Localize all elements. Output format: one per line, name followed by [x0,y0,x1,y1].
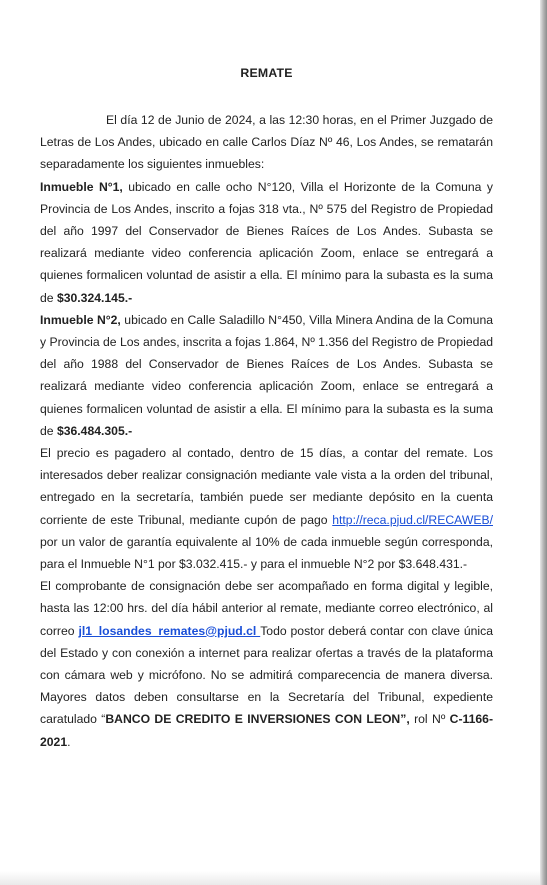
consignacion-paragraph [40,575,493,753]
consignacion-text-b: Todo postor deberá contar con clave única del Estado y con conexión a internet para realizar ofertas a través de la plataforma con cámara web y micrófono. No se admitirá comparecencia de manera diversa. Mayores datos deben consultarse en la Secretaría del Tribunal, expediente caratulado “ [40,623,493,727]
reca-link[interactable]: http://reca.pjud.cl/RECAWEB/ [332,512,493,527]
rol-number: C-1166-2021 [40,712,494,749]
email-link[interactable]: jl1_losandes_remates@pjud.cl [78,623,261,638]
inmueble-2-paragraph [40,309,493,442]
document-body [40,109,493,753]
inmueble-2-label: Inmueble N°2, [40,312,121,327]
inmueble-2-text: ubicado en Calle Saladillo N°450, Villa Minera Andina de la Comuna y Provincia de Los andes, inscrita a fojas 1.864, Nº 1.356 del Registro de Propiedad del año 1988 del Conservador de Bienes Raíces de Los Andes. Subasta se realizará mediante video conferencia aplicación Zoom, enlace se entregará a quienes formalicen voluntad de asistir a ella. El mínimo para la subasta es la suma de [40,312,493,438]
case-name: BANCO DE CREDITO E INVERSIONES CON LEON”, [105,712,410,727]
inmueble-1-text: ubicado en calle ocho N°120, Villa el Horizonte de la Comuna y Provincia de Los Andes, inscrito a fojas 318 vta., Nº 575 del Registro de Propiedad del año 1997 del Conservador de Bienes Raíces de Los Andes. Subasta se realizará mediante video conferencia aplicación Zoom, enlace se entregará a quienes formalicen voluntad de asistir a ella. El mínimo para la subasta es la suma de [40,179,493,305]
intro-paragraph: El día 12 de Junio de 2024, a las 12:30 horas, en el Primer Juzgado de Letras de Los Andes, ubicado en calle Carlos Díaz Nº 46, Los Andes, se rematarán separadamente los siguientes inmuebles: [40,113,493,172]
payment-text-b: por un valor de garantía equivalente al 10% de cada inmueble según corresponda, para el Inmueble N°1 por $3.032.415.- y para el inmueble N°2 por $3.648.431.- [40,534,493,572]
inmueble-1-label: Inmueble N°1, [40,179,123,194]
consignacion-text-a: El comprobante de consignación debe ser acompañado en forma digital y legible, hasta las 12:00 hrs. del día hábil anterior al remate, mediante correo electrónico, al correo [40,579,493,638]
inmueble-1-paragraph [40,176,493,309]
inmueble-1-minimum: $30.324.145.- [56,290,133,305]
payment-text-a: El precio es pagadero al contado, dentro de 15 días, a contar del remate. Los interesados deber realizar consignación mediante vale vista a la orden del tribunal, entregado en la secretaría, también puede ser mediante depósito en la cuenta corriente de este Tribunal, mediante cupón de pago [40,446,493,527]
page-bottom-shade [0,871,540,885]
page-edge-shadow [540,0,547,885]
consignacion-end: . [67,734,71,749]
rol-label: rol Nº [409,712,450,727]
inmueble-2-minimum: $36.484.305.- [56,423,133,438]
document-title: REMATE [240,66,293,80]
payment-paragraph [40,442,493,575]
